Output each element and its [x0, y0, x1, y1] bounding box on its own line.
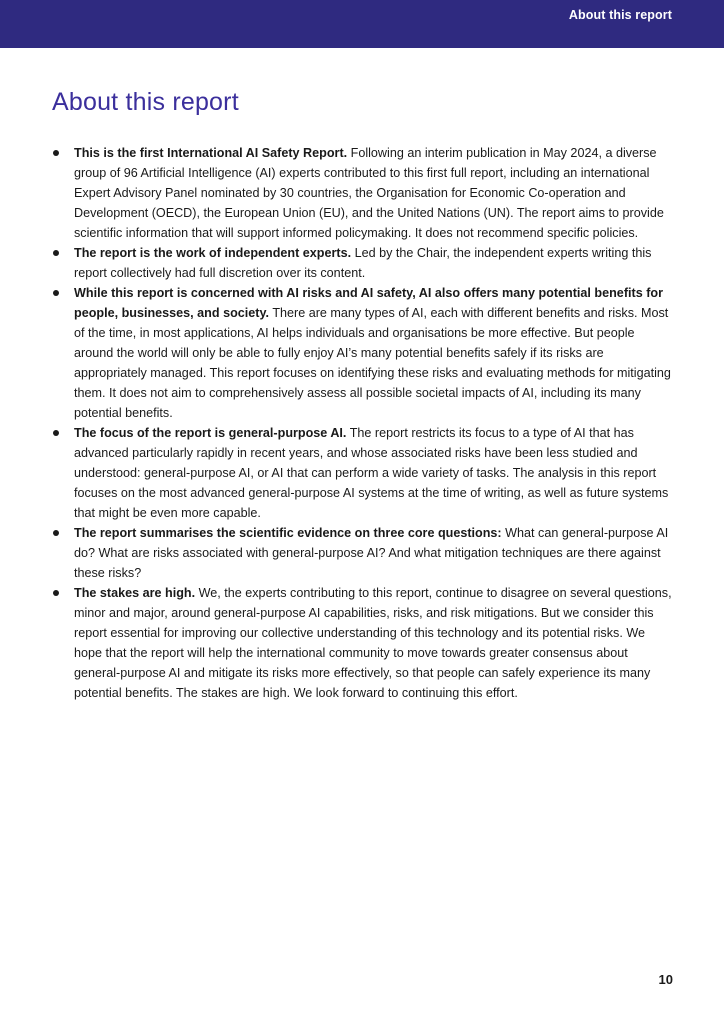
bullet-item-potential-benefits — [52, 283, 674, 423]
bullet-item-stakes-high — [52, 583, 674, 703]
bullet-dot-icon — [53, 430, 59, 436]
bullet-lead: The focus of the report is general-purpose AI. — [74, 426, 347, 440]
page-title: About this report — [52, 88, 239, 116]
bullet-lead: This is the first International AI Safety Report. — [74, 146, 348, 160]
bullet-item-first-report — [52, 143, 674, 243]
bullet-item-core-questions — [52, 523, 674, 583]
bullet-text: The report restricts its focus to a type of AI that has advanced particularly rapidly in recent years, and whose associated risks have been less studied and understood: general-purpose AI, or AI that can perform a wide variety of tasks. The analysis in this report focuses on the most advanced general-purpose AI systems at the time of writing, as well as future systems that might be even more capable. — [74, 426, 669, 520]
bullet-text: Following an interim publication in May 2024, a diverse group of 96 Artificial Intelligence (AI) experts contributed to this first full report, including an international Expert Advisory Panel nominated by 30 countries, the Organisation for Economic Co-operation and Development (OECD), the European Union (EU), and the United Nations (UN). The report aims to provide scientific information that will support informed policymaking. It does not recommend specific policies. — [74, 146, 664, 240]
bullet-text: There are many types of AI, each with different benefits and risks. Most of the time, in most applications, AI helps individuals and organisations be more effective. But people around the world will only be able to fully enjoy AI’s many potential benefits safely if its risks are appropriately managed. This report focuses on identifying these risks and evaluating methods for mitigating them. It does not aim to comprehensively assess all possible societal impacts of AI, including its many potential benefits. — [74, 306, 671, 420]
bullet-dot-icon — [53, 150, 59, 156]
bullet-dot-icon — [53, 590, 59, 596]
bullet-dot-icon — [53, 250, 59, 256]
bullet-lead: The stakes are high. — [74, 586, 196, 600]
bullet-lead: The report summarises the scientific evidence on three core questions: — [74, 526, 502, 540]
header-bar — [0, 0, 724, 48]
header-section-label: About this report — [568, 8, 672, 22]
bullet-dot-icon — [53, 530, 59, 536]
bullet-list — [52, 143, 674, 703]
bullet-text: We, the experts contributing to this report, continue to disagree on several questions, minor and major, around general-purpose AI capabilities, risks, and risk mitigations. But we consider this report essential for improving our collective understanding of this technology and its potential risks. We hope that the report will help the international community to move towards greater consensus about general-purpose AI and mitigate its risks more effectively, so that people can safely experience its many potential benefits. The stakes are high. We look forward to continuing this effort. — [74, 586, 672, 700]
bullet-item-general-purpose-focus — [52, 423, 674, 523]
bullet-lead: While this report is concerned with AI risks and AI safety, AI also offers many potential benefits for people, businesses, and society. — [74, 286, 663, 320]
bullet-dot-icon — [53, 290, 59, 296]
bullet-text: What can general-purpose AI do? What are risks associated with general-purpose AI? And what mitigation techniques are there against these risks? — [74, 526, 669, 580]
bullet-text: Led by the Chair, the independent experts writing this report collectively had full discretion over its content. — [74, 246, 652, 280]
bullet-item-independent-experts — [52, 243, 674, 283]
page-number: 10 — [658, 972, 673, 987]
bullet-lead: The report is the work of independent experts. — [74, 246, 352, 260]
